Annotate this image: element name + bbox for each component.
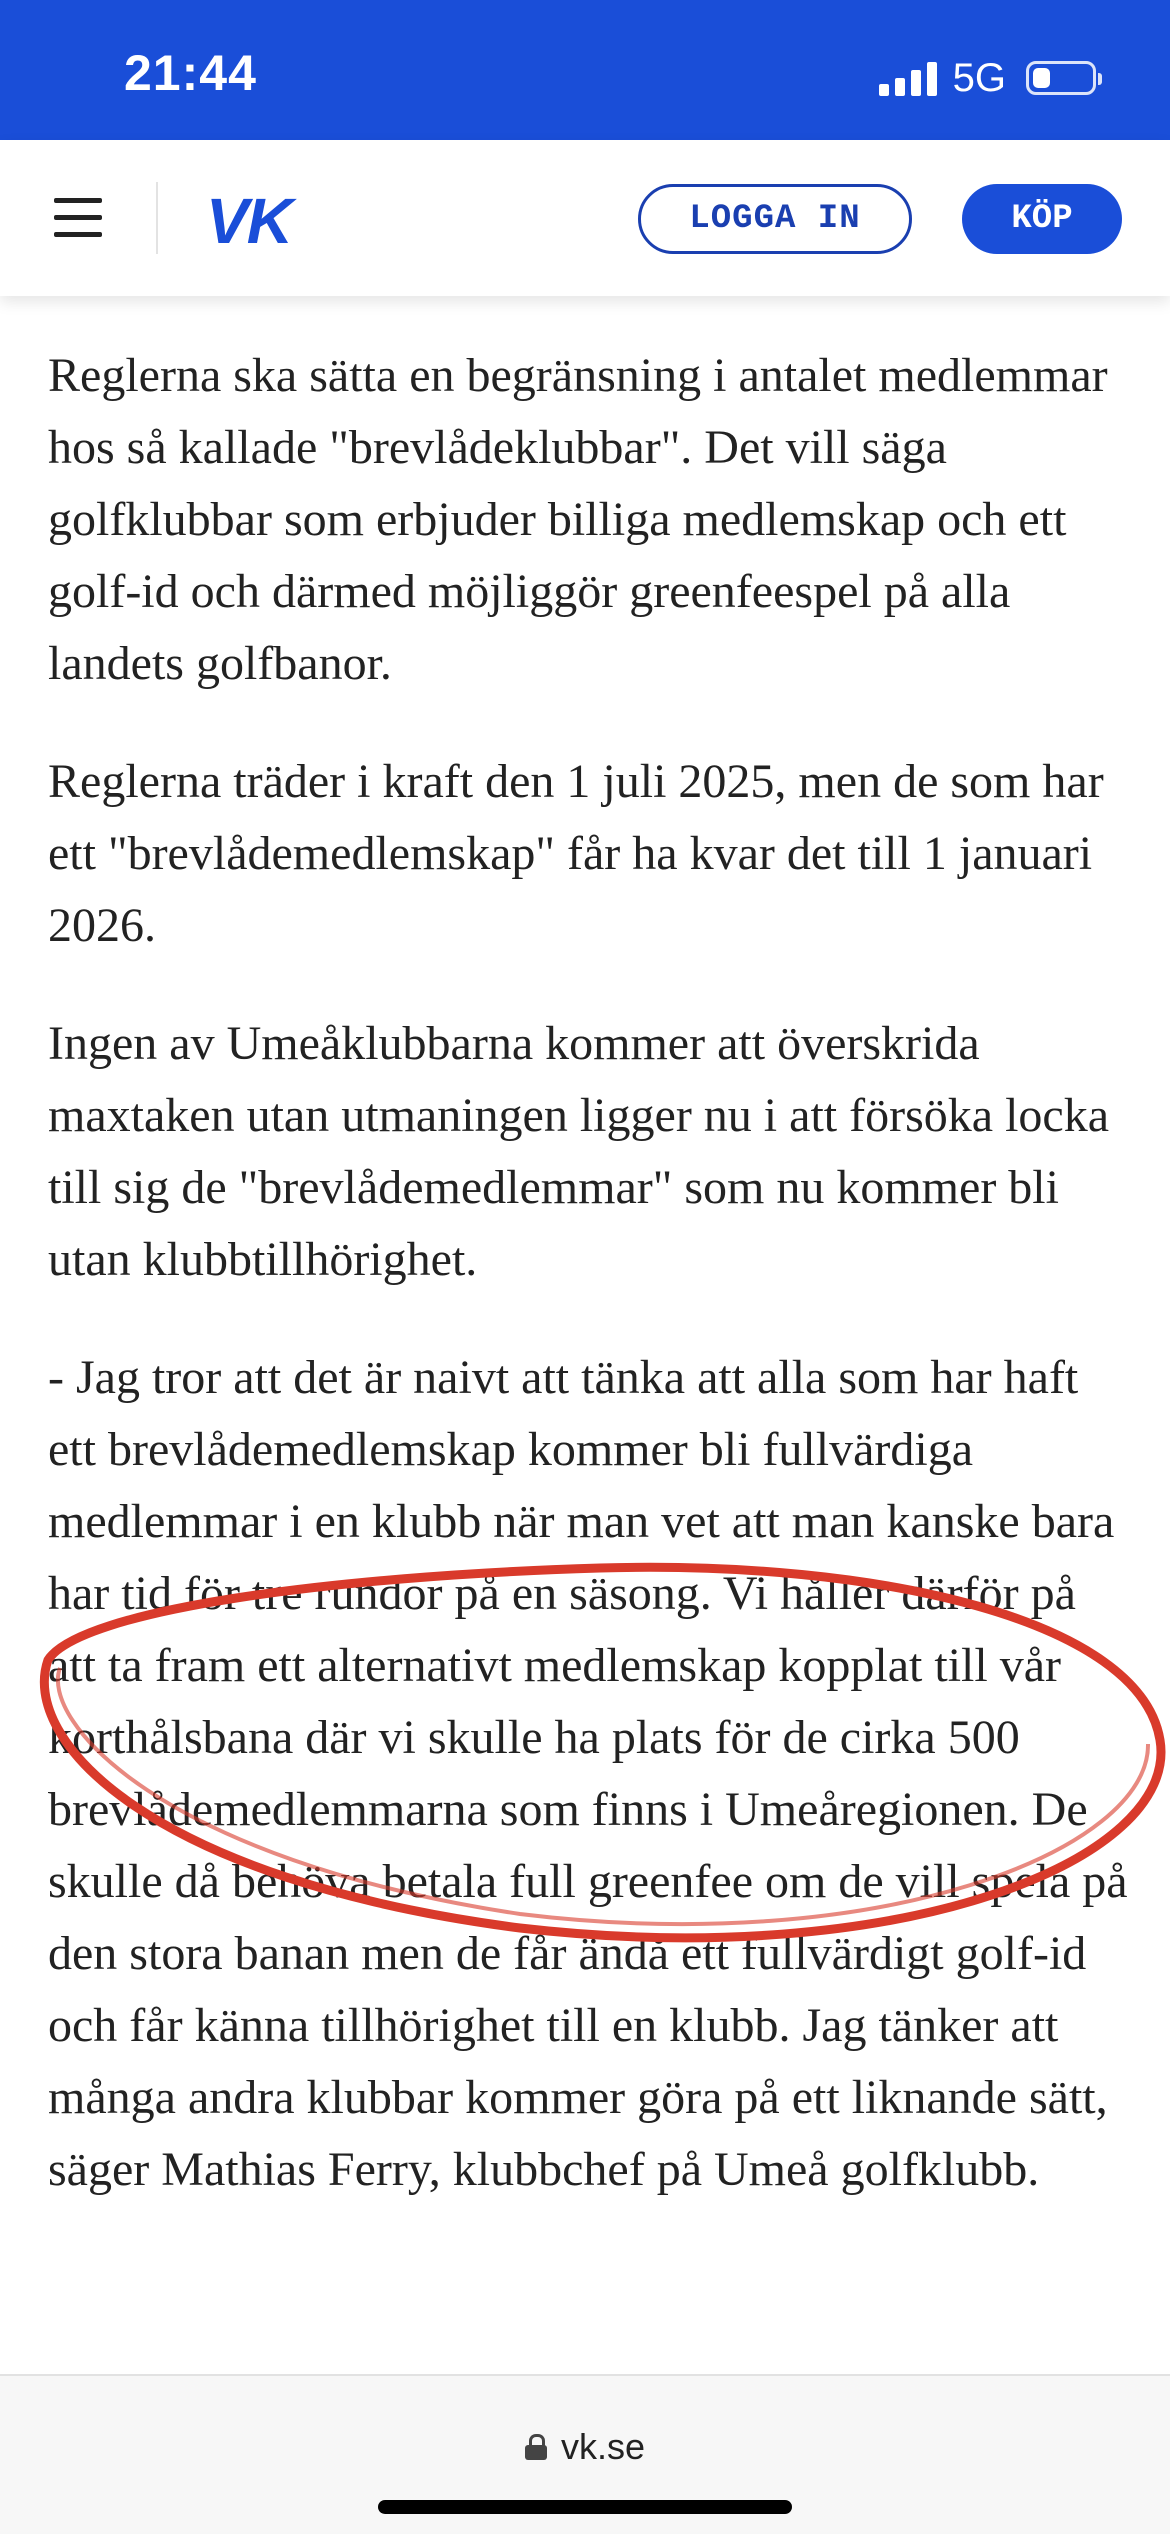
article-body xyxy=(48,340,1128,2252)
login-button[interactable]: LOGGA IN xyxy=(638,184,912,254)
hamburger-menu-icon[interactable] xyxy=(54,198,102,238)
article-paragraph: Reglerna ska sätta en begränsning i antalet medlemmar hos så kallade "brevlådeklubbar". Det vill säga golfklubbar som erbjuder billiga medlemskap och ett golf-id och därmed möjliggör greenfeespel på alla landets golfbanor. xyxy=(48,349,1108,690)
network-type: 5G xyxy=(952,55,1006,100)
battery-icon xyxy=(1026,61,1096,95)
home-indicator[interactable] xyxy=(378,2500,792,2514)
article-paragraph: Reglerna träder i kraft den 1 juli 2025, men de som har ett "brevlådemedlemskap" får ha kvar det till 1 januari 2026. xyxy=(48,755,1104,952)
address-bar[interactable] xyxy=(0,2426,1170,2468)
article-paragraph: Ingen av Umeåklubbarna kommer att överskrida maxtaken utan utmaningen ligger nu i att försöka locka till sig de "brevlådemedlemmar" som nu kommer bli utan klubbtillhörighet. xyxy=(48,1017,1110,1286)
status-bar xyxy=(0,0,1170,140)
header-divider xyxy=(156,182,158,254)
buy-button[interactable]: KÖP xyxy=(962,184,1122,254)
lock-icon xyxy=(525,2434,547,2460)
browser-bottom-bar xyxy=(0,2374,1170,2534)
url-text: vk.se xyxy=(560,2426,646,2467)
vk-logo[interactable]: VK xyxy=(206,185,291,257)
article-paragraph: - Jag tror att det är naivt att tänka att alla som har haft ett brevlådemedlemskap kommer bli fullvärdiga medlemmar i en klubb när man vet att man kanske bara har tid för tre rundor på en säsong. Vi håller därför på att ta fram ett alternativt medlemskap kopplat till vår korthålsbana där vi skulle ha plats för de cirka 500 brevlådemedlemmarna som finns i Umeåregionen. De skulle då behöva betala full greenfee om de vill spela på den stora banan men de får ändå ett fullvärdigt golf-id och får känna tillhörighet till en klubb. Jag tänker att många andra klubbar kommer göra på ett liknande sätt, säger Mathias Ferry, klubbchef på Umeå golfklubb. xyxy=(48,1351,1128,2196)
status-indicators xyxy=(879,56,1096,100)
site-header xyxy=(0,140,1170,296)
signal-bars-icon xyxy=(879,60,937,96)
status-time: 21:44 xyxy=(124,45,257,101)
